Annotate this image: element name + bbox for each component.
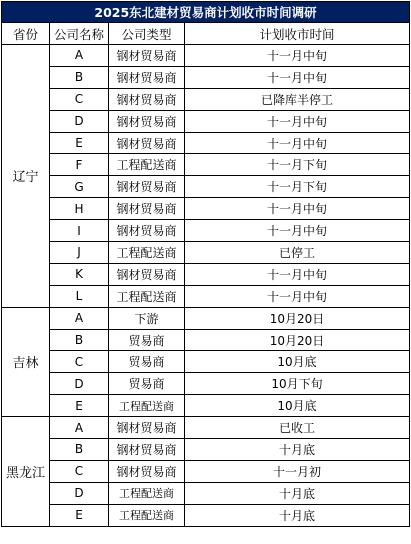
closing-time-cell: 十一月中旬 [185, 45, 410, 67]
company-type-cell: 工程配送商 [109, 395, 185, 417]
closing-time-cell: 10月底 [185, 395, 410, 417]
closing-time-cell: 10月底 [185, 351, 410, 373]
closing-time-cell: 十一月中旬 [185, 285, 410, 307]
company-cell: A [50, 307, 109, 329]
table-header-row [2, 23, 410, 45]
company-cell: K [50, 263, 109, 285]
company-cell: G [50, 176, 109, 198]
table-row [2, 154, 410, 176]
table-row [2, 66, 410, 88]
company-type-cell: 贸易商 [109, 373, 185, 395]
table-row [2, 329, 410, 351]
company-type-cell: 工程配送商 [109, 285, 185, 307]
closing-time-cell: 十一月中旬 [185, 66, 410, 88]
table-row [2, 110, 410, 132]
company-type-cell: 钢材贸易商 [109, 88, 185, 110]
closing-time-cell: 10月下旬 [185, 373, 410, 395]
company-type-cell: 钢材贸易商 [109, 66, 185, 88]
company-type-cell: 钢材贸易商 [109, 198, 185, 220]
table-title: 2025东北建材贸易商计划收市时间调研 [2, 2, 410, 23]
survey-table [1, 1, 410, 527]
table-row [2, 45, 410, 67]
company-cell: B [50, 329, 109, 351]
table-row [2, 285, 410, 307]
company-type-cell: 工程配送商 [109, 242, 185, 264]
table-row [2, 417, 410, 439]
company-type-cell: 钢材贸易商 [109, 132, 185, 154]
company-type-cell: 钢材贸易商 [109, 176, 185, 198]
table-row [2, 460, 410, 482]
company-cell: E [50, 132, 109, 154]
closing-time-cell: 十一月中旬 [185, 132, 410, 154]
company-cell: D [50, 373, 109, 395]
company-cell: E [50, 504, 109, 526]
table-row [2, 198, 410, 220]
province-cell: 辽宁 [2, 45, 50, 308]
header-time: 计划收市时间 [185, 23, 410, 45]
closing-time-cell: 十一月中旬 [185, 198, 410, 220]
company-cell: F [50, 154, 109, 176]
company-type-cell: 工程配送商 [109, 482, 185, 504]
header-province: 省份 [2, 23, 50, 45]
table-row [2, 263, 410, 285]
table-row [2, 482, 410, 504]
closing-time-cell: 十一月中旬 [185, 110, 410, 132]
company-type-cell: 贸易商 [109, 351, 185, 373]
company-cell: C [50, 351, 109, 373]
company-cell: J [50, 242, 109, 264]
closing-time-cell: 10月20日 [185, 307, 410, 329]
company-cell: D [50, 110, 109, 132]
company-cell: D [50, 482, 109, 504]
table-row [2, 439, 410, 461]
company-type-cell: 钢材贸易商 [109, 45, 185, 67]
company-type-cell: 钢材贸易商 [109, 460, 185, 482]
company-cell: B [50, 439, 109, 461]
province-cell: 黑龙江 [2, 417, 50, 526]
company-type-cell: 钢材贸易商 [109, 220, 185, 242]
company-type-cell: 工程配送商 [109, 154, 185, 176]
company-type-cell: 钢材贸易商 [109, 263, 185, 285]
table-row [2, 220, 410, 242]
closing-time-cell: 十一月中旬 [185, 263, 410, 285]
closing-time-cell: 十一月中旬 [185, 220, 410, 242]
closing-time-cell: 十月底 [185, 482, 410, 504]
closing-time-cell: 十月底 [185, 439, 410, 461]
closing-time-cell: 十一月下旬 [185, 176, 410, 198]
table-row [2, 176, 410, 198]
company-cell: A [50, 45, 109, 67]
company-cell: L [50, 285, 109, 307]
table-title-row [2, 2, 410, 23]
closing-time-cell: 十月底 [185, 504, 410, 526]
company-cell: C [50, 460, 109, 482]
header-company: 公司名称 [50, 23, 109, 45]
closing-time-cell: 十一月初 [185, 460, 410, 482]
company-type-cell: 贸易商 [109, 329, 185, 351]
company-cell: H [50, 198, 109, 220]
header-type: 公司类型 [109, 23, 185, 45]
closing-time-cell: 已收工 [185, 417, 410, 439]
company-type-cell: 钢材贸易商 [109, 439, 185, 461]
closing-time-cell: 已停工 [185, 242, 410, 264]
company-cell: B [50, 66, 109, 88]
company-cell: A [50, 417, 109, 439]
company-cell: C [50, 88, 109, 110]
table-row [2, 395, 410, 417]
closing-time-cell: 已降库半停工 [185, 88, 410, 110]
table-row [2, 307, 410, 329]
province-cell: 吉林 [2, 307, 50, 416]
table-row [2, 88, 410, 110]
closing-time-cell: 十一月下旬 [185, 154, 410, 176]
table-row [2, 132, 410, 154]
table-row [2, 504, 410, 526]
table-row [2, 242, 410, 264]
company-type-cell: 工程配送商 [109, 504, 185, 526]
company-cell: E [50, 395, 109, 417]
table-row [2, 373, 410, 395]
company-type-cell: 下游 [109, 307, 185, 329]
closing-time-cell: 10月20日 [185, 329, 410, 351]
company-type-cell: 钢材贸易商 [109, 110, 185, 132]
company-type-cell: 钢材贸易商 [109, 417, 185, 439]
company-cell: I [50, 220, 109, 242]
table-row [2, 351, 410, 373]
